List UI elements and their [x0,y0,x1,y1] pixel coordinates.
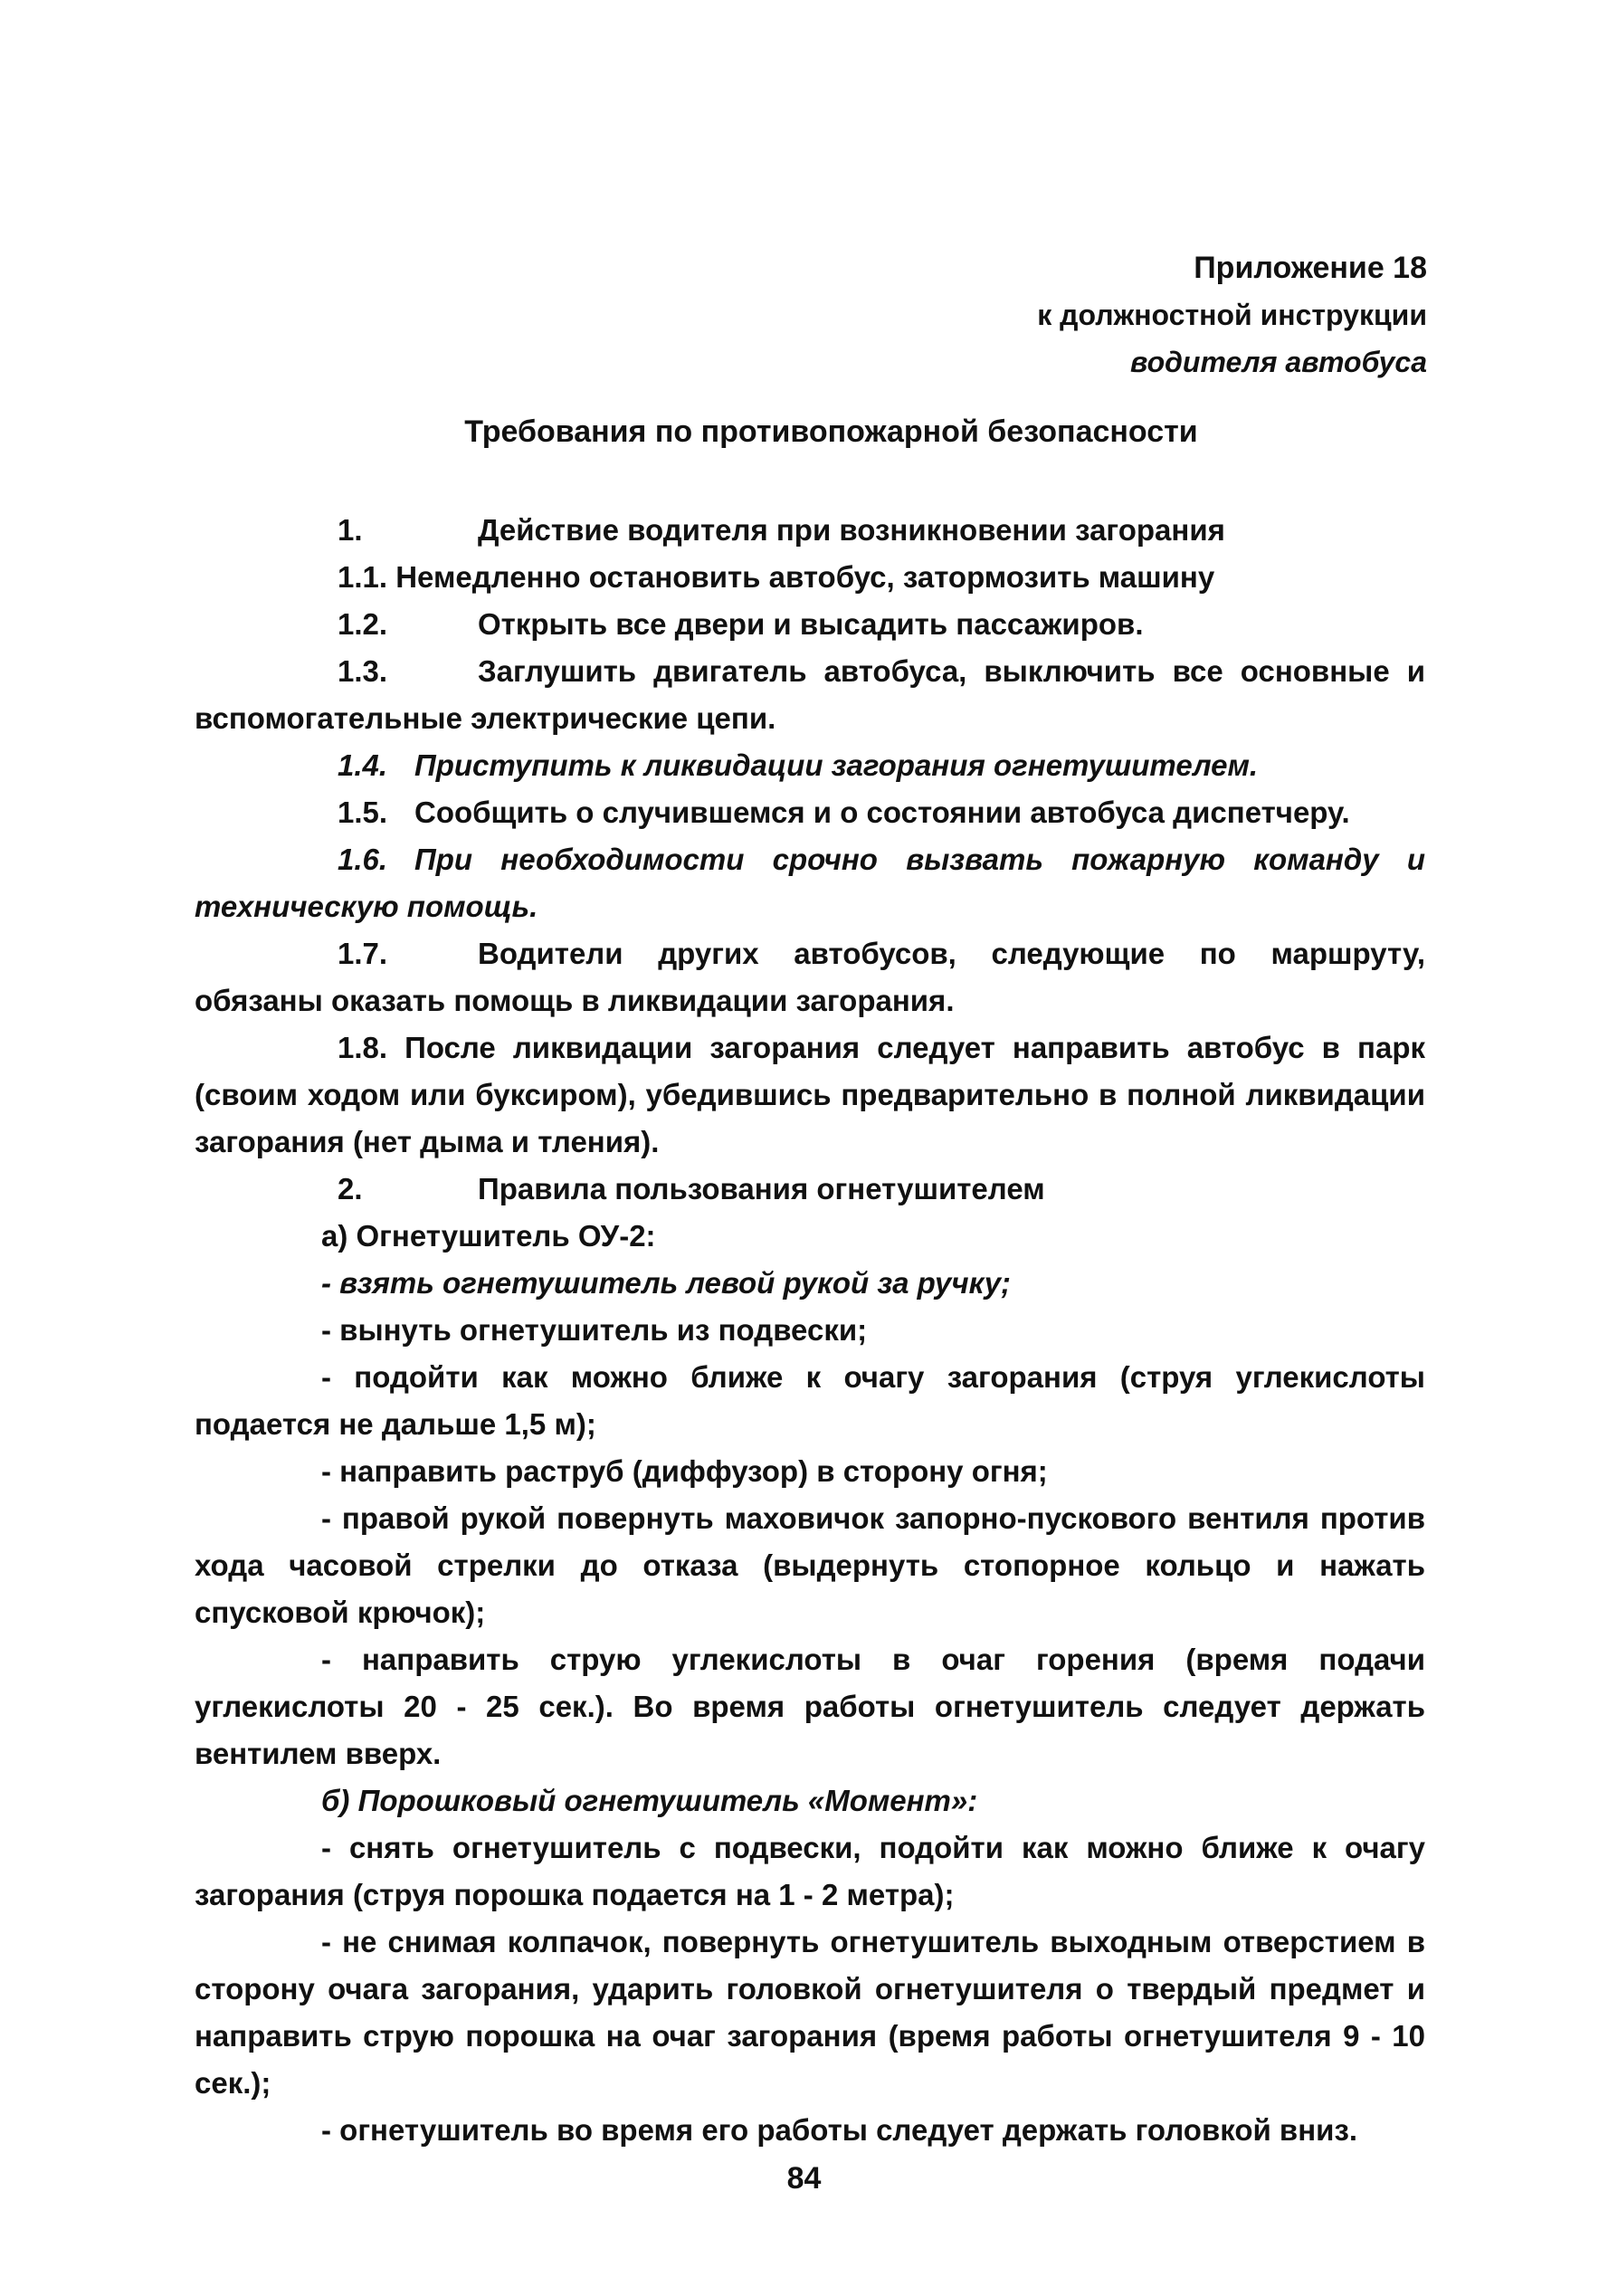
item-1-5-number: 1.5. [338,796,388,829]
document-title: Требования по противопожарной безопасности [464,414,1198,449]
item-1-7-text: Водители других автобусов, следующие по маршруту, обязаны оказать помощь в ликвидации загорания. [195,937,1425,1017]
item-1-6 [195,836,1425,930]
subsection-b-heading: б) Порошковый огнетушитель «Момент»: [321,1784,978,1817]
instruction-b2: - не снимая колпачок, повернуть огнетушитель выходным отверстием в сторону очага загорания, ударить головкой огнетушителя о твердый предмет и направить струю порошка на очаг загорания (время работы огнетушителя 9 - 10 сек.); [195,1925,1425,2100]
instruction-a1: - взять огнетушитель левой рукой за ручку; [321,1266,1012,1300]
item-1-8: 1.8. После ликвидации загорания следует направить автобус в парк (своим ходом или буксиром), убедившись предварительно в полной ликвидации загорания (нет дыма и тления). [195,1031,1425,1158]
item-1-3 [195,648,1425,742]
section-2-heading [195,1166,1425,1213]
item-1-5 [195,789,1425,836]
section-1-number: 1. [338,513,363,547]
section-2-number: 2. [338,1172,363,1205]
instruction-a5: - правой рукой повернуть маховичок запорно-пускового вентиля против хода часовой стрелки до отказа (выдернуть стопорное кольцо и нажать спусковой крючок); [195,1501,1425,1629]
item-1-2 [195,601,1425,648]
appendix-header [1037,244,1427,386]
document-body [195,507,1425,2154]
section-1-heading [195,507,1425,554]
item-1-7 [195,930,1425,1024]
instruction-a4: - направить раструб (диффузор) в сторону огня; [321,1454,1048,1488]
instruction-b1: - снять огнетушитель с подвески, подойти как можно ближе к очагу загорания (струя порошка подается на 1 - 2 метра); [195,1831,1425,1911]
item-1-3-number: 1.3. [338,654,388,688]
subsection-a-heading: а) Огнетушитель ОУ-2: [321,1219,656,1253]
appendix-reference: к должностной инструкции [1037,299,1427,331]
instruction-a6: - направить струю углекислоты в очаг горения (время подачи углекислоты 20 - 25 сек.). Во время работы огнетушитель следует держать вентилем вверх. [195,1643,1425,1770]
item-1-4-number: 1.4. [338,748,388,782]
item-1-3-text: Заглушить двигатель автобуса, выключить все основные и вспомогательные электрические цепи. [195,654,1425,735]
section-2-title: Правила пользования огнетушителем [478,1172,1045,1205]
appendix-position: водителя автобуса [1130,346,1427,378]
item-1-7-number: 1.7. [338,937,388,970]
item-1-2-number: 1.2. [338,607,388,641]
instruction-a2: - вынуть огнетушитель из подвески; [321,1313,868,1347]
item-1-6-text: При необходимости срочно вызвать пожарную команду и техническую помощь. [195,843,1425,923]
item-1-4-text: Приступить к ликвидации загорания огнетушителем. [414,748,1259,782]
item-1-4 [195,742,1425,789]
instruction-b3: - огнетушитель во время его работы следует держать головкой вниз. [321,2113,1358,2147]
section-1-title: Действие водителя при возникновении загорания [478,513,1225,547]
appendix-number: Приложение 18 [1194,251,1427,285]
instruction-a3: - подойти как можно ближе к очагу загорания (струя углекислоты подается не дальше 1,5 м); [195,1360,1425,1441]
item-1-6-number: 1.6. [338,843,388,876]
page-number: 84 [786,2161,822,2196]
item-1-2-text: Открыть все двери и высадить пассажиров. [478,607,1144,641]
item-1-1: 1.1. Немедленно остановить автобус, затормозить машину [338,560,1215,594]
item-1-5-text: Сообщить о случившемся и о состоянии автобуса диспетчеру. [414,796,1350,829]
